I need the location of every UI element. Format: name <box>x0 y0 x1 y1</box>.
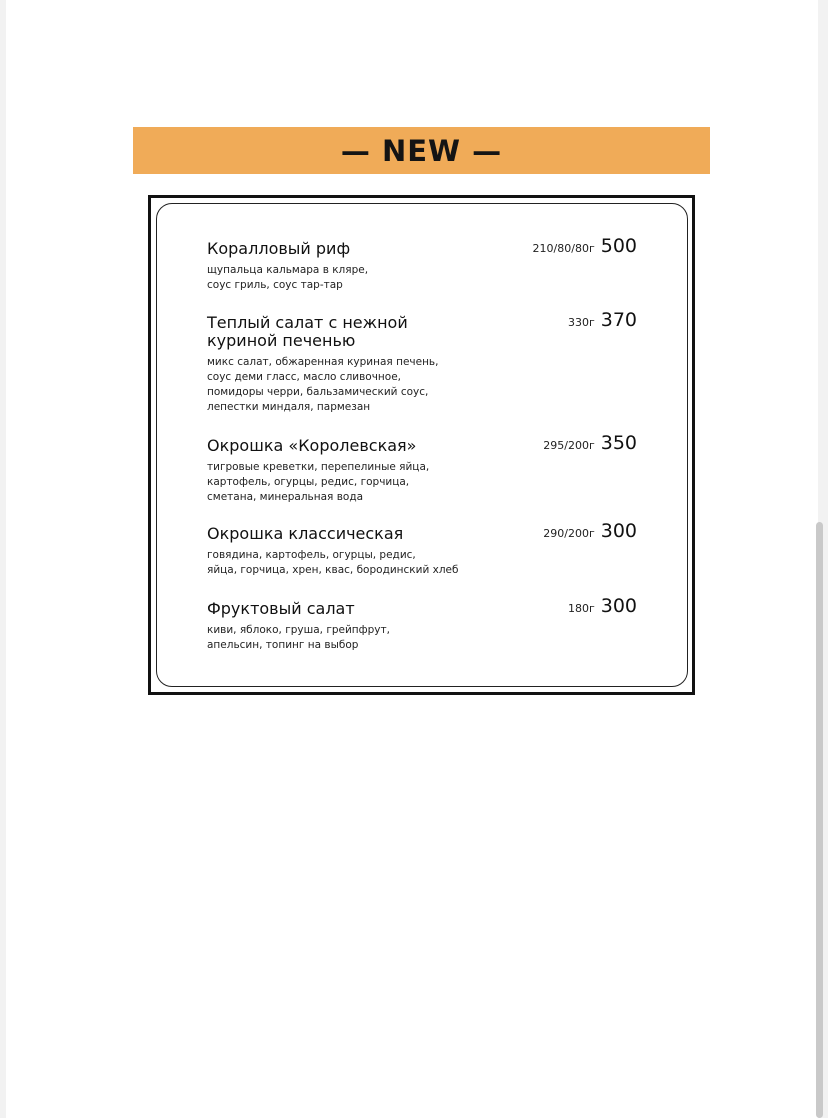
menu-item <box>207 520 637 578</box>
menu-item-price: 300 <box>600 520 637 542</box>
menu-item-description: киви, яблоко, груша, грейпфрут, апельсин, топинг на выбор <box>207 624 390 651</box>
menu-item-weight: 180г <box>567 602 595 615</box>
menu-item-price: 500 <box>600 235 637 257</box>
menu-item-price: 370 <box>600 309 637 331</box>
menu-item-price-block <box>543 432 637 454</box>
menu-item <box>207 595 637 653</box>
menu-item-price-block <box>543 520 637 542</box>
menu-item-weight: 290/200г <box>543 527 595 540</box>
menu-item-price-block <box>568 309 637 331</box>
menu-item-name: Окрошка классическая <box>207 524 404 543</box>
menu-item-price: 300 <box>600 595 637 617</box>
menu-item-name: Окрошка «Королевская» <box>207 436 417 455</box>
menu-item <box>207 432 637 505</box>
menu-item-weight: 210/80/80г <box>532 242 595 255</box>
menu-item-name: Теплый салат с нежной куриной печенью <box>207 313 408 350</box>
banner-title: — NEW — <box>340 133 503 168</box>
menu-item-name: Коралловый риф <box>207 239 351 258</box>
vertical-scrollbar[interactable] <box>816 522 823 1118</box>
menu-item-price-block <box>568 595 637 617</box>
menu-item <box>207 235 637 293</box>
new-banner <box>133 127 710 174</box>
menu-item-description: тигровые креветки, перепелиные яйца, картофель, огурцы, редис, горчица, сметана, минеральная вода <box>207 461 430 503</box>
menu-item-price-block <box>533 235 637 257</box>
menu-item-weight: 295/200г <box>543 439 595 452</box>
menu-item-price: 350 <box>600 432 637 454</box>
menu-item-name: Фруктовый салат <box>207 599 355 618</box>
menu-item-description: микс салат, обжаренная куриная печень, соус деми гласс, масло сливочное, помидоры черри, бальзамический соус, лепестки миндаля, пармезан <box>207 356 439 413</box>
menu-item-weight: 330г <box>567 316 595 329</box>
menu-item <box>207 309 637 415</box>
menu-item-description: говядина, картофель, огурцы, редис, яйца, горчица, хрен, квас, бородинский хлеб <box>207 549 459 576</box>
menu-item-description: щупальца кальмара в кляре, соус гриль, соус тар-тар <box>207 264 369 291</box>
